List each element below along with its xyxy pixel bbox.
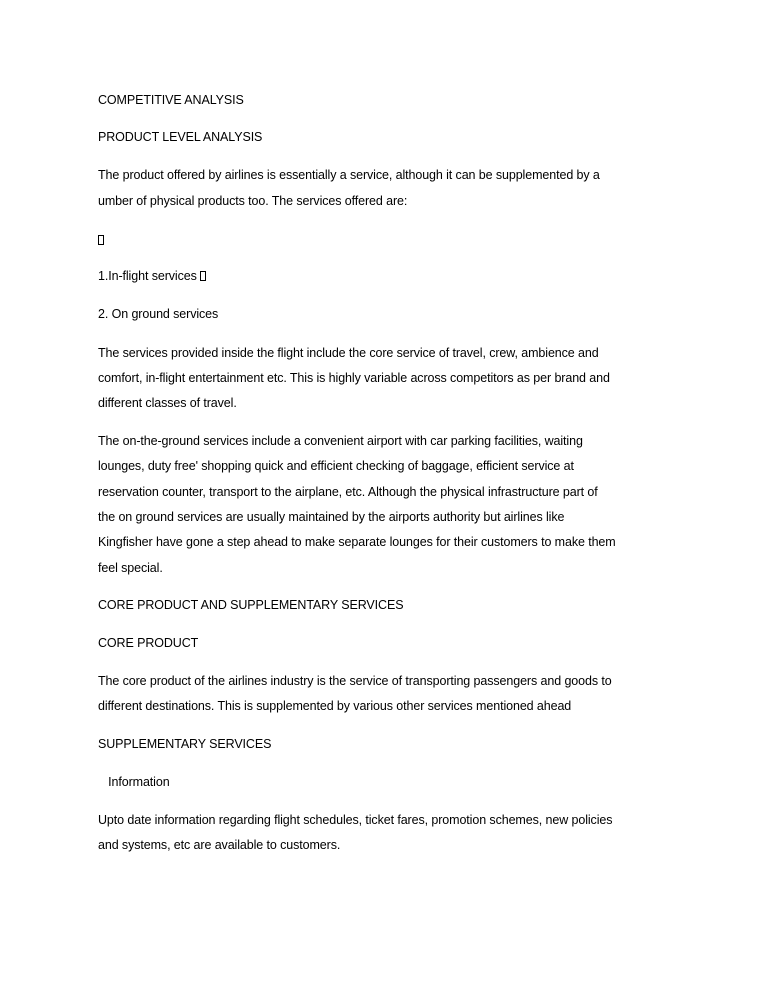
- list-item-on-ground: 2. On ground services: [98, 307, 219, 321]
- paragraph-line: different classes of travel.: [98, 396, 237, 410]
- heading-core-product: CORE PRODUCT: [98, 636, 199, 650]
- paragraph-line: Upto date information regarding flight schedules, ticket fares, promotion schemes, new policies: [98, 813, 613, 827]
- paragraph-line: umber of physical products too. The services offered are:: [98, 194, 408, 208]
- paragraph-line: The on-the-ground services include a convenient airport with car parking facilities, waiting: [98, 434, 583, 448]
- missing-glyph-line: [98, 232, 104, 248]
- missing-glyph-icon: [98, 235, 104, 245]
- paragraph-line: feel special.: [98, 561, 163, 575]
- paragraph-line: Kingfisher have gone a step ahead to make separate lounges for their customers to make them: [98, 535, 616, 549]
- heading-competitive-analysis: COMPETITIVE ANALYSIS: [98, 93, 244, 107]
- heading-product-level-analysis: PRODUCT LEVEL ANALYSIS: [98, 130, 263, 144]
- heading-core-and-supplementary: CORE PRODUCT AND SUPPLEMENTARY SERVICES: [98, 598, 404, 612]
- paragraph-line: comfort, in-flight entertainment etc. This is highly variable across competitors as per brand and: [98, 371, 610, 385]
- paragraph-line: and systems, etc are available to customers.: [98, 838, 341, 852]
- subheading-information: Information: [98, 775, 170, 789]
- paragraph-line: lounges, duty free' shopping quick and efficient checking of baggage, efficient service at: [98, 459, 574, 473]
- paragraph-line: different destinations. This is supplemented by various other services mentioned ahead: [98, 699, 572, 713]
- heading-supplementary-services: SUPPLEMENTARY SERVICES: [98, 737, 272, 751]
- list-item-label: 1.In-flight services: [98, 269, 201, 283]
- paragraph-line: The core product of the airlines industry is the service of transporting passengers and goods to: [98, 674, 612, 688]
- list-item-in-flight: [98, 268, 206, 284]
- paragraph-line: The services provided inside the flight include the core service of travel, crew, ambience and: [98, 346, 599, 360]
- paragraph-line: the on ground services are usually maintained by the airports authority but airlines like: [98, 510, 565, 524]
- missing-glyph-icon: [200, 271, 206, 281]
- paragraph-line: reservation counter, transport to the airplane, etc. Although the physical infrastructure part of: [98, 485, 598, 499]
- paragraph-line: The product offered by airlines is essentially a service, although it can be supplemented by a: [98, 168, 600, 182]
